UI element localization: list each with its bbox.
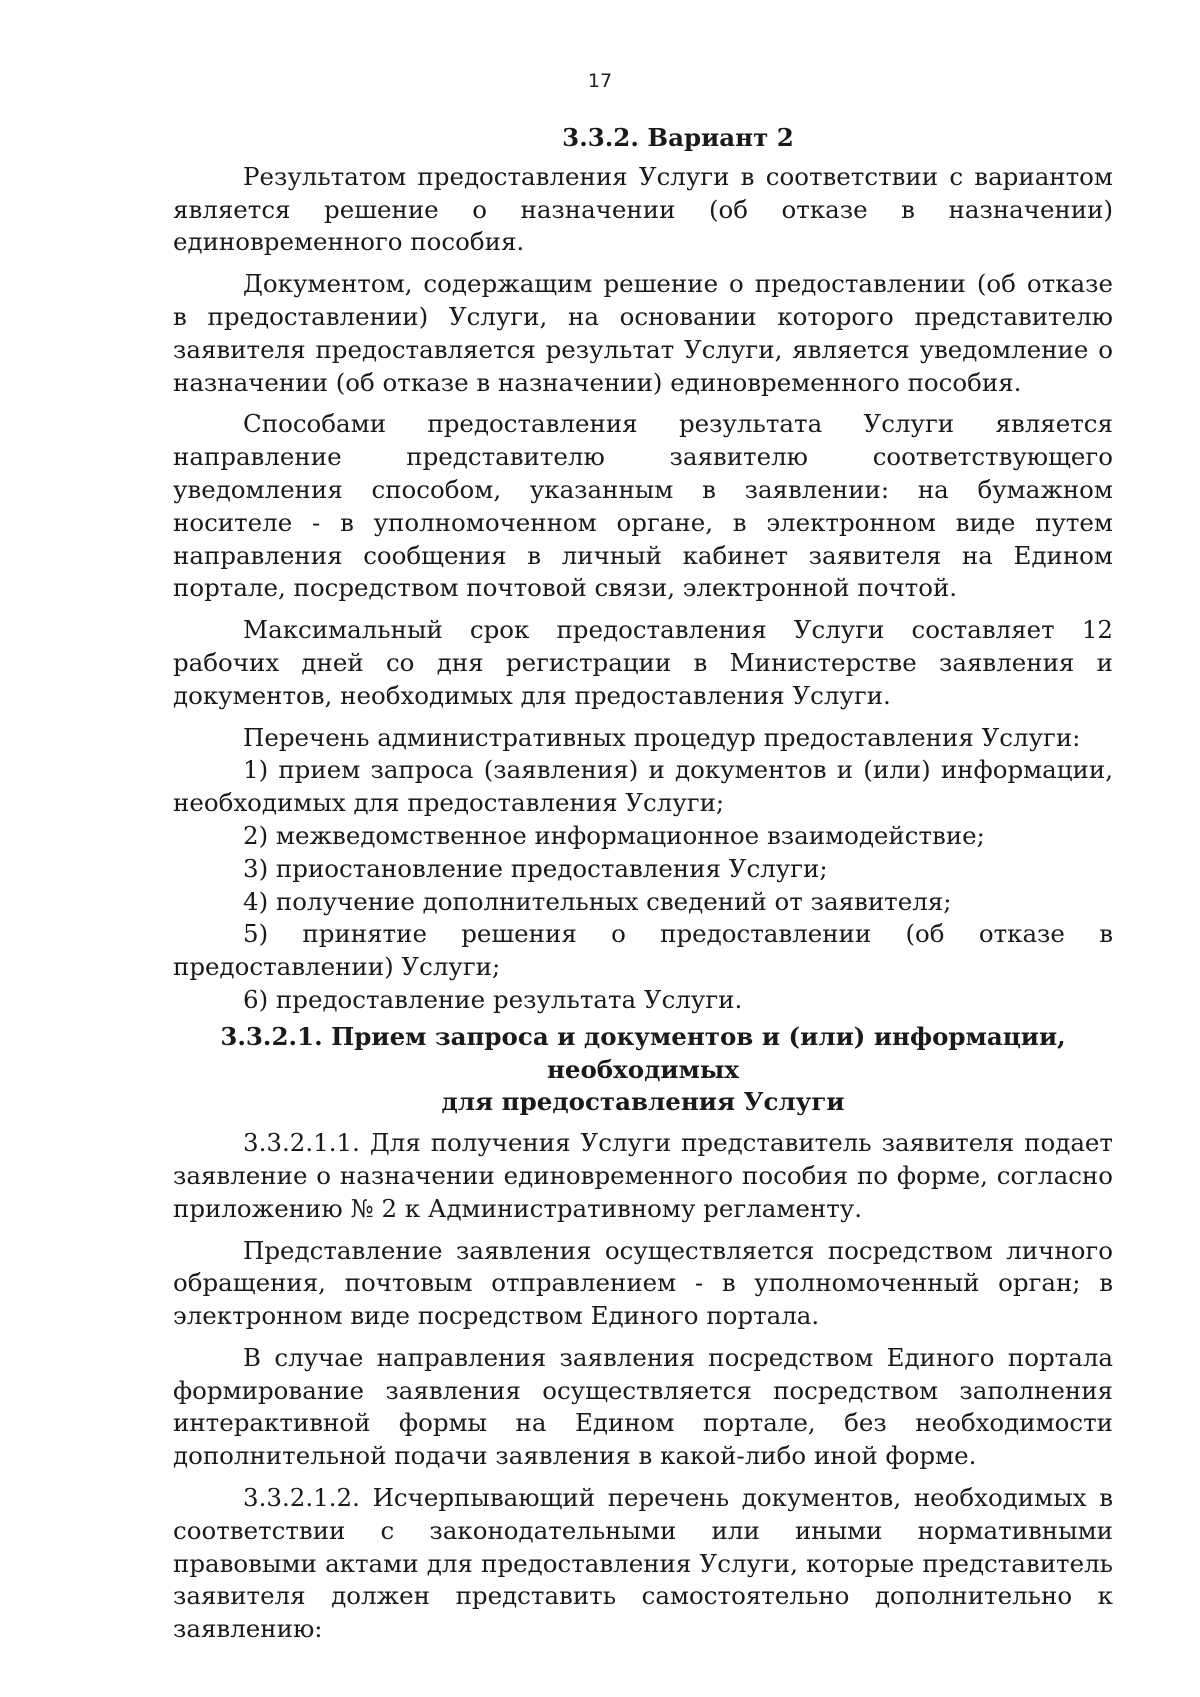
paragraph-result: Результатом предоставления Услуги в соответствии с вариантом является решение о назначении (об отказе в назначении) единовременного пособия.: [173, 161, 1113, 257]
paragraph-document: Документом, содержащим решение о предоставлении (об отказе в предоставлении) Услуги, на основании которого представителю заявителя предоставляется результат Услуги, является уведомление о назначении (об отказе в назначении) единовременного пособия.: [173, 269, 1113, 397]
subsection-heading-line: 3.3.2.1. Прием запроса и документов и (или) информации, необходимых: [220, 1021, 1066, 1084]
paragraph-deadline: Максимальный срок предоставления Услуги составляет 12 рабочих дней со дня регистрации в Министерстве заявления и документов, необходимых для предоставления Услуги.: [173, 615, 1113, 710]
procedure-item: 2) межведомственное информационное взаимодействие;: [243, 820, 985, 850]
procedure-item: 4) получение дополнительных сведений от заявителя;: [243, 886, 952, 916]
procedures-intro: Перечень административных процедур предоставления Услуги:: [243, 722, 1081, 752]
procedure-item: 3) приостановление предоставления Услуги;: [243, 853, 828, 883]
document-body: [173, 122, 1113, 1646]
paragraph-methods: Способами предоставления результата Услуги является направление представителю заявителю соответствующего уведомления способом, указанным в заявлении: на бумажном носителе - в уполномоченном органе, в электронном виде путем направления сообщения в личный кабинет заявителя на Едином портале, посредством почтовой связи, электронной почтой.: [173, 409, 1113, 603]
paragraph-application: 3.3.2.1.1. Для получения Услуги представитель заявителя подает заявление о назначении единовременного пособия по форме, согласно приложению № 2 к Административному регламенту.: [173, 1128, 1113, 1223]
procedure-item: 6) предоставление результата Услуги.: [243, 984, 743, 1014]
paragraph-submission: Представление заявления осуществляется посредством личного обращения, почтовым отправлением - в уполномоченный орган; в электронном виде посредством Единого портала.: [173, 1235, 1113, 1331]
procedure-item: 1) прием запроса (заявления) и документов и (или) информации, необходимых для предоставления Услуги;: [173, 755, 1113, 818]
paragraph-portal: В случае направления заявления посредством Единого портала формирование заявления осуществляется посредством заполнения интерактивной формы на Едином портале, без необходимости дополнительной подачи заявления в какой-либо иной форме.: [173, 1342, 1113, 1471]
paragraph-documents-list: 3.3.2.1.2. Исчерпывающий перечень документов, необходимых в соответствии с законодательными или иными нормативными правовыми актами для предоставления Услуги, которые представитель заявителя должен представить самостоятельно дополнительно к заявлению:: [173, 1483, 1113, 1644]
procedure-item: 5) принятие решения о предоставлении (об отказе в предоставлении) Услуги;: [173, 919, 1113, 982]
subsection-heading: [173, 1021, 1113, 1119]
section-heading: 3.3.2. Вариант 2: [562, 123, 794, 152]
subsection-heading-line: для предоставления Услуги: [441, 1087, 845, 1117]
page-number: 17: [587, 70, 613, 92]
